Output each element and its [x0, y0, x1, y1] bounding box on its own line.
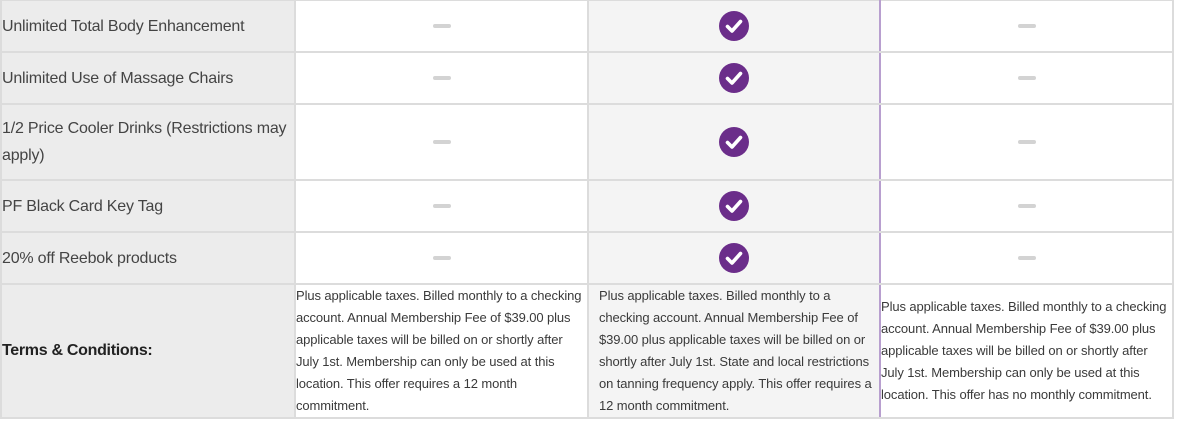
feature-label: Unlimited Total Body Enhancement [1, 0, 295, 52]
not-included-dash-icon [1018, 76, 1036, 80]
table-row [1, 104, 1173, 180]
check-circle-icon [719, 243, 749, 273]
terms-text-plan-2: Plus applicable taxes. Billed monthly to a checking account. Annual Membership Fee of $39.00 plus applicable taxes will be billed on or shortly after July 1st. State and local restrictions on tanning frequency apply. This offer requires a 12 month commitment. [588, 284, 880, 418]
not-included-dash-icon [1018, 256, 1036, 260]
check-circle-icon [719, 11, 749, 41]
not-included-dash-icon [433, 204, 451, 208]
not-included-dash-icon [433, 256, 451, 260]
plan-cell [880, 180, 1173, 232]
plan-cell [295, 52, 588, 104]
not-included-dash-icon [433, 76, 451, 80]
plan-cell [588, 0, 880, 52]
plan-cell [880, 0, 1173, 52]
plan-cell [588, 104, 880, 180]
table-row [1, 0, 1173, 52]
feature-label: 1/2 Price Cooler Drinks (Restrictions may apply) [1, 104, 295, 180]
terms-text-plan-1: Plus applicable taxes. Billed monthly to a checking account. Annual Membership Fee of $39.00 plus applicable taxes will be billed on or shortly after July 1st. Membership can only be used at this location. This offer requires a 12 month commitment. [295, 284, 588, 418]
plan-cell [295, 104, 588, 180]
table-row [1, 52, 1173, 104]
feature-label: 20% off Reebok products [1, 232, 295, 284]
not-included-dash-icon [1018, 140, 1036, 144]
not-included-dash-icon [433, 24, 451, 28]
plan-cell [880, 232, 1173, 284]
feature-label: Unlimited Use of Massage Chairs [1, 52, 295, 104]
plan-cell [588, 232, 880, 284]
plan-cell [588, 52, 880, 104]
terms-text-plan-3: Plus applicable taxes. Billed monthly to a checking account. Annual Membership Fee of $39.00 plus applicable taxes will be billed on or shortly after July 1st. Membership can only be used at this location. This offer has no monthly commitment. [880, 284, 1173, 418]
plan-cell [295, 0, 588, 52]
plan-cell [588, 180, 880, 232]
terms-row [1, 284, 1173, 418]
check-circle-icon [719, 63, 749, 93]
check-circle-icon [719, 191, 749, 221]
plan-cell [295, 180, 588, 232]
plan-cell [880, 52, 1173, 104]
table-row [1, 232, 1173, 284]
not-included-dash-icon [1018, 204, 1036, 208]
feature-label: PF Black Card Key Tag [1, 180, 295, 232]
plan-cell [880, 104, 1173, 180]
not-included-dash-icon [1018, 24, 1036, 28]
not-included-dash-icon [433, 140, 451, 144]
table-row [1, 180, 1173, 232]
check-circle-icon [719, 127, 749, 157]
terms-label: Terms & Conditions: [1, 284, 295, 418]
plan-cell [295, 232, 588, 284]
